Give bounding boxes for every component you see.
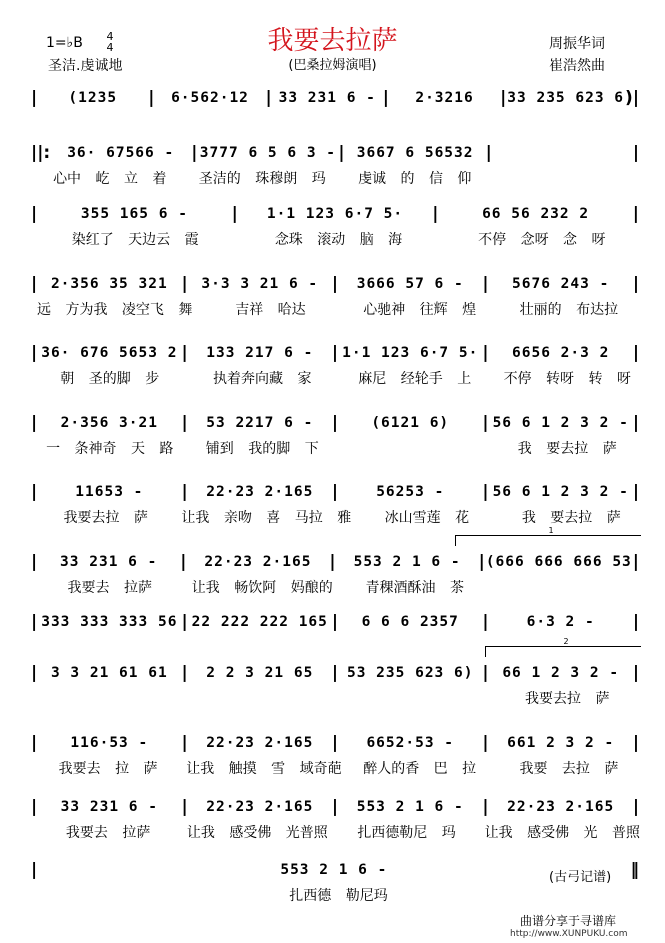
barline: )|: [625, 88, 640, 108]
score-system: [30, 795, 640, 849]
barline: |: [331, 663, 339, 683]
lyric: 铺到 我的脚 下: [205, 441, 319, 457]
lyric: 麻尼 经轮手 上: [358, 371, 472, 387]
watermark-text: 曲谱分享于寻谱库: [520, 914, 617, 928]
barline: |: [632, 663, 640, 683]
measure: (666 666 666 53: [485, 554, 632, 570]
notes-row: [30, 795, 640, 819]
barline: |: [485, 143, 492, 163]
measure: 22·23 2·165: [206, 484, 314, 500]
measure: 22·23 2·165: [507, 799, 615, 815]
lyrics-row: [30, 687, 640, 709]
lyric: 我要去拉 萨: [63, 510, 148, 526]
measure: 56 6 1 2 3 2 -: [492, 415, 629, 431]
notes-row: [30, 731, 640, 755]
barline: |: [331, 797, 339, 817]
measure: 53 235 623 6): [346, 665, 474, 681]
barline: |: [331, 343, 339, 363]
barline: |: [31, 663, 38, 683]
barline: |: [432, 204, 439, 224]
lyric: 我 要去拉 萨: [517, 441, 617, 457]
barline: |: [482, 612, 489, 632]
song-title: 我要去拉萨: [267, 26, 398, 56]
barline: |: [329, 552, 336, 572]
lyric: 我要去 拉 萨: [58, 761, 158, 777]
notes-row: [30, 550, 640, 574]
score-system: [30, 550, 640, 604]
lyric: 扎西德 勒尼玛: [289, 888, 388, 904]
barline: |: [500, 88, 507, 108]
notes-row: [30, 141, 640, 165]
barline: |: [31, 413, 38, 433]
measure: (6121 6): [371, 415, 450, 431]
barline: |: [382, 88, 390, 108]
score-system: [30, 141, 640, 195]
lyric: 让我 感受佛 光 普照: [484, 825, 641, 841]
tempo-mood: 圣洁.虔诚地: [48, 58, 123, 74]
lyrics-row: [30, 228, 640, 250]
lyrics-row: [30, 506, 640, 528]
barline: |: [331, 413, 339, 433]
barline: |: [482, 482, 489, 502]
performer-subtitle: (巴桑拉姆演唱): [288, 58, 377, 73]
barline: |: [632, 733, 640, 753]
barline: |: [180, 552, 187, 572]
barline: |: [265, 88, 272, 108]
measure: 2 2 3 21 65: [206, 665, 314, 681]
barline: |: [632, 552, 639, 572]
measure: 3·3 3 21 6 -: [201, 276, 319, 292]
lyrics-row: [30, 821, 640, 843]
lyrics-row: [30, 884, 640, 906]
lyric: 一 条神奇 天 路: [46, 441, 174, 457]
lyric: 远 方为我 凌空飞 舞: [37, 302, 193, 318]
lyric: 我要去 拉萨: [67, 580, 152, 596]
lyrics-row: [30, 367, 640, 389]
score-system: [30, 272, 640, 326]
measure: 553 2 1 6 -: [356, 799, 464, 815]
measure: 2·3216: [415, 90, 474, 106]
barline: |: [482, 797, 489, 817]
notes-row: [30, 341, 640, 365]
time-signature-bottom: 4: [106, 41, 114, 54]
barline: |: [31, 274, 38, 294]
lyric: 执着奔向藏 家: [213, 371, 312, 387]
barline: |: [482, 413, 489, 433]
measure: 33 235 623 6: [507, 90, 625, 106]
lyric: 青稞酒酥油 茶: [365, 580, 464, 596]
measure: 6 6 6 2357: [361, 614, 459, 630]
score-system: [30, 341, 640, 395]
transcriber-credit: (古弓记谱): [549, 870, 612, 885]
barline: |: [181, 343, 188, 363]
volta-bracket-1: 1: [455, 535, 641, 546]
barline: |: [632, 204, 639, 224]
lyric: 壮丽的 布达拉: [519, 302, 619, 318]
measure: 22·23 2·165: [206, 735, 314, 751]
lyric: 让我 畅饮阿 妈酿的: [191, 580, 333, 596]
lyrics-row: [30, 757, 640, 779]
score-system: [30, 731, 640, 785]
measure: 6·562·12: [171, 90, 249, 106]
barline: |: [31, 860, 38, 880]
key-signature: 1=♭B: [46, 35, 83, 51]
lyricist: 周振华词: [549, 36, 605, 52]
lyric: 虔诚 的 信 仰: [358, 171, 472, 187]
barline: |: [331, 612, 339, 632]
barline: |: [632, 482, 640, 502]
barline: |: [181, 612, 188, 632]
lyric: 让我 感受佛 光普照: [186, 825, 328, 841]
notes-row: [30, 272, 640, 296]
measure: 56 6 1 2 3 2 -: [492, 484, 629, 500]
lyric: 我要去拉 萨: [525, 691, 610, 707]
measure: 33 231 6 -: [60, 554, 158, 570]
measure: 553 2 1 6 -: [280, 862, 388, 878]
barline: |: [331, 482, 339, 502]
notes-row: [30, 661, 640, 685]
measure: 133 217 6 -: [206, 345, 314, 361]
measure: 5676 243 -: [512, 276, 610, 292]
measure: 6652·53 -: [366, 735, 455, 751]
barline: |: [181, 663, 188, 683]
barline: |: [482, 663, 489, 683]
barline: |: [482, 274, 489, 294]
composer: 崔浩然曲: [549, 58, 605, 74]
notes-row: [30, 480, 640, 504]
barline: |: [181, 733, 188, 753]
measure: 1·1 123 6·7 5·: [266, 206, 404, 222]
watermark-url: http://www.XUNPUKU.com: [510, 929, 628, 939]
measure: 661 2 3 2 -: [507, 735, 615, 751]
measure: 66 1 2 3 2 -: [502, 665, 620, 681]
lyrics-row: [30, 576, 640, 598]
barline: |: [31, 733, 38, 753]
barline: |: [632, 797, 640, 817]
lyric: 吉祥 哈达: [235, 302, 306, 318]
measure: 11653 -: [75, 484, 144, 500]
volta-bracket-2: 2: [485, 646, 641, 657]
measure: 22 222 222 165: [191, 614, 328, 630]
barline: |: [632, 343, 640, 363]
barline: |: [632, 612, 640, 632]
measure: 53 2217 6 -: [206, 415, 314, 431]
measure: 33 231 6 -: [278, 90, 376, 106]
measure: 3 3 21 61 61: [50, 665, 168, 681]
lyrics-row: [30, 167, 640, 189]
barline: |: [31, 552, 38, 572]
barline: |: [482, 733, 489, 753]
barline: |: [632, 413, 640, 433]
measure: 2·356 35 321: [50, 276, 168, 292]
barline: |: [331, 274, 339, 294]
measure: 56253 -: [376, 484, 445, 500]
barline: |: [632, 274, 640, 294]
measure: 66 56 232 2: [482, 206, 590, 222]
lyric: 我要去 拉萨: [65, 825, 151, 841]
lyric: 圣洁的 珠穆朗 玛: [198, 171, 326, 187]
lyric: 不停 转呀 转 呀: [503, 371, 631, 387]
barline: |: [482, 343, 489, 363]
measure: 1·1 123 6·7 5·: [342, 345, 479, 361]
barline: |: [331, 733, 339, 753]
score-system: [30, 411, 640, 465]
lyrics-row: [30, 298, 640, 320]
lyric: 醉人的香 巴 拉: [363, 761, 477, 777]
barline: |: [181, 413, 188, 433]
measure: 553 2 1 6 -: [353, 554, 461, 570]
barline: |: [632, 143, 640, 163]
notes-row: [30, 411, 640, 435]
notes-row: [30, 86, 640, 110]
barline: |: [31, 343, 38, 363]
measure: 6·3 2 -: [526, 614, 595, 630]
measure: 36· 67566 -: [67, 145, 175, 161]
barline: |: [231, 204, 238, 224]
lyric: 朝 圣的脚 步: [60, 371, 160, 387]
barline: |: [191, 143, 198, 163]
lyric: 让我 触摸 雪 域奇葩: [186, 761, 342, 777]
barline: ‖: [630, 860, 639, 880]
lyric: 我要 去拉 萨: [519, 761, 619, 777]
lyric: 念珠 滚动 脑 海: [274, 232, 403, 248]
barline: |: [31, 797, 38, 817]
barline: |: [148, 88, 155, 108]
measure: 116·53 -: [70, 735, 149, 751]
measure: 22·23 2·165: [204, 554, 312, 570]
lyric: 染红了 天边云 霞: [71, 232, 199, 248]
measure: 6656 2·3 2: [512, 345, 610, 361]
barline: |: [181, 482, 188, 502]
measure: 22·23 2·165: [206, 799, 314, 815]
lyric: 心驰神 往辉 煌: [363, 302, 477, 318]
lyric: 冰山雪莲 花: [384, 510, 470, 526]
measure: 3667 6 56532: [356, 145, 474, 161]
barline: |: [31, 88, 38, 108]
lyric: 我 要去拉 萨: [521, 510, 621, 526]
measure: 36· 676 5653 2: [41, 345, 178, 361]
barline: |: [181, 797, 188, 817]
barline: |: [31, 204, 38, 224]
score-system: [30, 661, 640, 715]
measure: 333 333 333 56: [41, 614, 178, 630]
score-system: [30, 86, 640, 140]
lyrics-row: [30, 437, 640, 459]
barline: |: [31, 612, 38, 632]
measure: 2·356 3·21: [60, 415, 158, 431]
measure: (1235: [68, 90, 118, 106]
notes-row: [30, 202, 640, 226]
time-signature-top: 4: [106, 30, 114, 43]
lyric: 让我 亲吻 喜 马拉 雅: [181, 510, 352, 526]
lyric: 心中 屹 立 着: [53, 171, 167, 187]
barline: |: [338, 143, 345, 163]
barline: ||:: [31, 143, 51, 163]
barline: |: [478, 552, 485, 572]
measure: 3777 6 5 6 3 -: [199, 145, 337, 161]
lyric: 不停 念呀 念 呀: [478, 232, 606, 248]
measure: 33 231 6 -: [60, 799, 158, 815]
barline: |: [181, 274, 188, 294]
barline: |: [31, 482, 38, 502]
lyric: 扎西德勒尼 玛: [357, 825, 456, 841]
score-system: [30, 202, 640, 256]
notes-row: [30, 610, 640, 634]
measure: 355 165 6 -: [80, 206, 188, 222]
measure: 3666 57 6 -: [356, 276, 464, 292]
